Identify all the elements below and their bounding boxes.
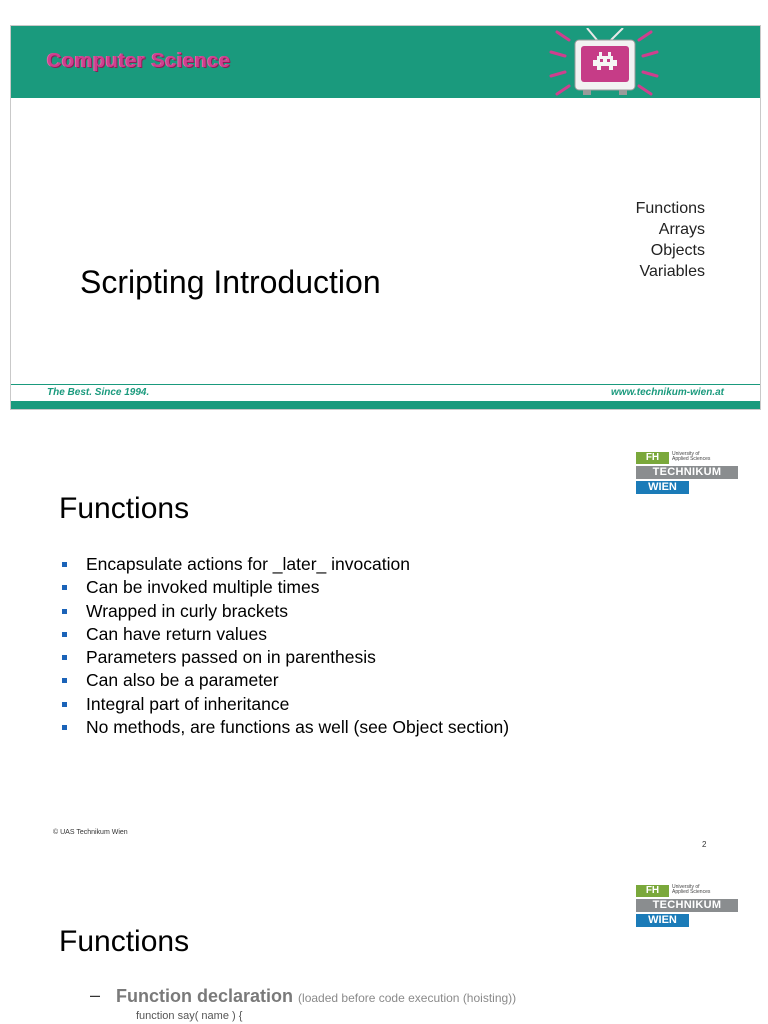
- topic-item: Objects: [650, 242, 705, 259]
- sub-heading: [116, 986, 516, 1007]
- bullet-text: Can be invoked multiple times: [86, 577, 320, 598]
- logo-wien: WIEN: [636, 481, 689, 494]
- bullet-text: Can also be a parameter: [86, 670, 279, 691]
- list-item: [62, 553, 509, 576]
- list-item: [62, 716, 509, 739]
- list-item: [62, 669, 509, 692]
- dash-bullet: –: [90, 985, 101, 1005]
- logo-technikum: TECHNIKUM: [636, 466, 738, 479]
- square-bullet-icon: [62, 585, 67, 590]
- sub-heading-note: (loaded before code execution (hoisting)): [298, 991, 517, 1005]
- retro-tv-icon: [539, 28, 669, 98]
- square-bullet-icon: [62, 702, 67, 707]
- logo-fh: FH: [636, 452, 669, 464]
- bullet-text: Can have return values: [86, 623, 267, 644]
- square-bullet-icon: [62, 655, 67, 660]
- logo-subtitle-line: Applied Sciences: [672, 456, 711, 462]
- square-bullet-icon: [62, 609, 67, 614]
- fh-technikum-logo: [636, 452, 738, 494]
- footer-divider: [11, 384, 760, 385]
- slide-title: Scripting Introduction: [80, 264, 381, 300]
- slogan: The Best. Since 1994.: [47, 387, 150, 398]
- square-bullet-icon: [62, 678, 67, 683]
- bullet-text: Parameters passed on in parenthesis: [86, 647, 376, 668]
- logo-subtitle-line: Applied Sciences: [672, 889, 711, 895]
- website-url: www.technikum-wien.at: [611, 387, 724, 398]
- brand-title: Computer Science: [47, 50, 231, 72]
- square-bullet-icon: [62, 725, 67, 730]
- logo-subtitle-line: University of: [672, 451, 700, 457]
- bullet-text: Wrapped in curly brackets: [86, 600, 288, 621]
- slide-title: Functions: [59, 925, 190, 958]
- topic-item: Functions: [635, 200, 705, 217]
- code-snippet: function say( name ) {: [136, 1010, 243, 1022]
- list-item: [62, 693, 509, 716]
- logo-technikum: TECHNIKUM: [636, 899, 738, 912]
- list-item: [62, 646, 509, 669]
- page-number: 2: [702, 840, 707, 849]
- copyright-notice: © UAS Technikum Wien: [53, 829, 128, 836]
- title-slide: [10, 25, 761, 410]
- logo-subtitle: [672, 452, 710, 462]
- logo-subtitle-line: University of: [672, 884, 700, 890]
- square-bullet-icon: [62, 562, 67, 567]
- fh-technikum-logo: [636, 885, 738, 927]
- footer-bar: [11, 401, 760, 409]
- topic-item: Arrays: [658, 221, 705, 238]
- topic-item: Variables: [639, 263, 705, 280]
- bullet-list: [62, 553, 509, 739]
- list-item: [62, 623, 509, 646]
- logo-fh: FH: [636, 885, 669, 897]
- sub-heading-label: Function declaration: [116, 986, 294, 1006]
- bullet-text: Integral part of inheritance: [86, 693, 290, 714]
- bullet-text: No methods, are functions as well (see Object section): [86, 717, 510, 738]
- slide-title: Functions: [59, 492, 190, 525]
- topic-list: [636, 198, 705, 282]
- list-item: [62, 600, 509, 623]
- logo-wien: WIEN: [636, 914, 689, 927]
- logo-subtitle: [672, 885, 710, 895]
- bullet-text: Encapsulate actions for _later_ invocation: [86, 554, 410, 574]
- square-bullet-icon: [62, 632, 67, 637]
- list-item: [62, 576, 509, 599]
